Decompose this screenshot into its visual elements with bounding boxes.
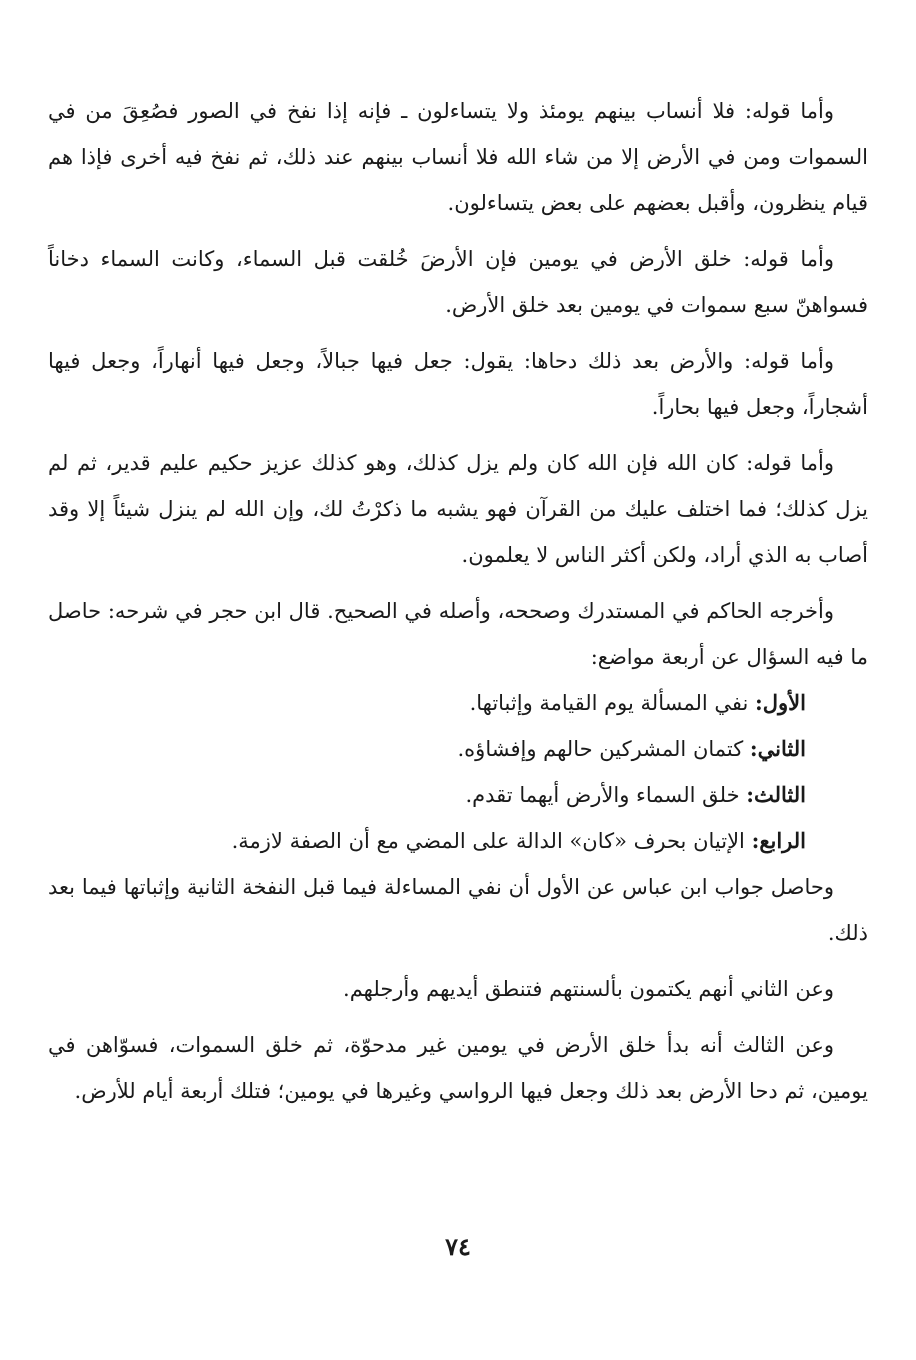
list-of-four-points <box>48 680 868 864</box>
item-text: نفي المسألة يوم القيامة وإثباتها. <box>469 691 756 715</box>
item-text: كتمان المشركين حالهم وإفشاؤه. <box>457 737 750 761</box>
paragraph-2: وأما قوله: خلق الأرض في يومين فإن الأرضَ خُلقت قبل السماء، وكانت السماء دخاناً فسواهنّ سبع سموات في يومين بعد خلق الأرض. <box>48 247 868 317</box>
list-item <box>48 818 868 864</box>
paragraph-4: وأما قوله: كان الله فإن الله كان ولم يزل كذلك، وهو كذلك عزيز حكيم عليم قدير، ثم لم يزل كذلك؛ فما اختلف عليك من القرآن فهو يشبه ما ذكرْتُ لك، وإن الله لم ينزل شيئاً إلا وقد أصاب به الذي أراد، ولكن أكثر الناس لا يعلمون. <box>48 451 868 567</box>
item-heading: الأول: <box>755 690 806 715</box>
paragraph-1: وأما قوله: فلا أنساب بينهم يومئذ ولا يتساءلون ـ فإنه إذا نفخ في الصور فصُعِقَ من في السموات ومن في الأرض إلا من شاء الله فلا أنساب بينهم عند ذلك، ثم نفخ فيه أخرى فإذا هم قيام ينظرون، وأقبل بعضهم على بعض يتساءلون. <box>48 99 868 215</box>
paragraph-6: وحاصل جواب ابن عباس عن الأول أن نفي المساءلة فيما قبل النفخة الثانية وإثباتها فيما بعد ذلك. <box>48 875 868 945</box>
paragraph-3: وأما قوله: والأرض بعد ذلك دحاها: يقول: جعل فيها جبالاً، وجعل فيها أنهاراً، وجعل فيها أشجاراً، وجعل فيها بحاراً. <box>48 349 868 419</box>
item-heading: الرابع: <box>751 828 806 853</box>
item-heading: الثالث: <box>746 782 806 807</box>
page-number: ٧٤ <box>445 1232 471 1261</box>
item-text: خلق السماء والأرض أيهما تقدم. <box>465 783 747 807</box>
paragraph-5: وأخرجه الحاكم في المستدرك وصححه، وأصله في الصحيح. قال ابن حجر في شرحه: حاصل ما فيه السؤال عن أربعة مواضع: <box>48 599 868 669</box>
paragraph-8: وعن الثالث أنه بدأ خلق الأرض في يومين غير مدحوّة، ثم خلق السموات، فسوّاهن في يومين، ثم دحا الأرض بعد ذلك وجعل فيها الرواسي وغيرها في يومين؛ فتلك أربعة أيام للأرض. <box>48 1033 868 1103</box>
list-item <box>48 726 868 772</box>
list-item <box>48 772 868 818</box>
page-body <box>48 88 868 1124</box>
item-text: الإتيان بحرف «كان» الدالة على المضي مع أن الصفة لازمة. <box>231 829 752 853</box>
item-heading: الثاني: <box>749 736 806 761</box>
paragraph-7: وعن الثاني أنهم يكتمون بألسنتهم فتنطق أيديهم وأرجلهم. <box>343 977 834 1001</box>
list-item <box>48 680 868 726</box>
